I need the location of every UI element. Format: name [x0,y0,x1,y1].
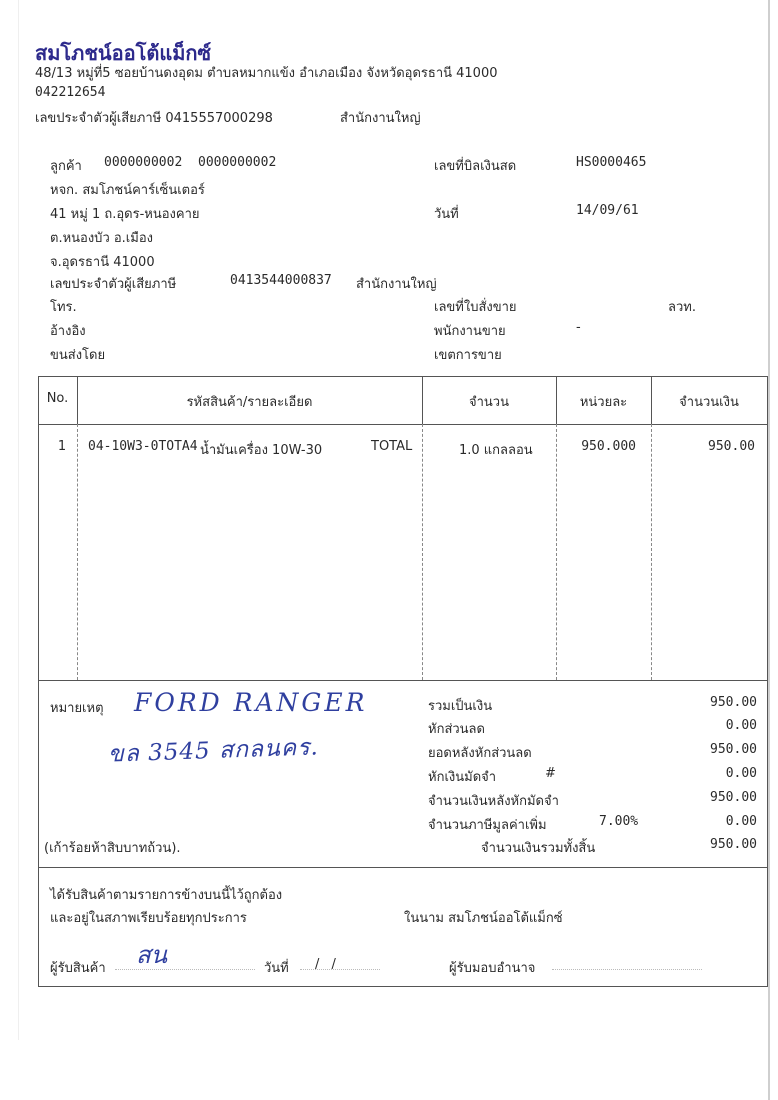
company-address: 48/13 หมู่ที่5 ซอยบ้านดงอุดม ตำบลหมากแข้ง อำเภอเมือง จังหวัดอุดรธานี 41000 [35,66,498,81]
authorized-signature-line [552,969,702,970]
bill-number: HS0000465 [576,155,647,170]
header-description: รหัสสินค้า/รายละเอียด [186,395,313,410]
grand-total-label: จำนวนเงินรวมทั้งสิ้น [481,841,596,856]
receive-date-blank: / / [315,957,340,972]
company-tax-id: เลขประจำตัวผู้เสียภาษี 0415557000298 [35,111,273,126]
customer-address-1: 41 หมู่ 1 ถ.อุดร-หนองคาย [50,207,200,222]
remarks-plate: ขล 3545 สกลนคร. [107,734,320,768]
sales-order-label: เลขที่ใบสั่งขาย [434,300,517,315]
remarks-label: หมายเหตุ [50,701,104,716]
phone-label: โทร. [50,300,77,315]
company-branch: สำนักงานใหญ่ [340,111,421,126]
row-amount: 950.00 [708,439,755,454]
deposit-value: 0.00 [725,766,757,781]
remarks-vehicle: FORD RANGER [134,688,368,717]
receipt-condition: และอยู่ในสภาพเรียบร้อยทุกประการ [50,911,247,926]
after-deposit-label: จำนวนเงินหลังหักมัดจำ [428,794,559,809]
customer-tax-number: 0413544000837 [230,273,332,288]
after-discount-value: 950.00 [710,742,757,757]
product-brand: TOTAL [371,439,413,454]
customer-address-3: จ.อุดรธานี 41000 [50,255,155,270]
row-unit-price: 950.000 [581,439,636,454]
customer-code: 0000000002 [104,155,183,170]
product-description: น้ำมันเครื่อง 10W-30 [200,443,323,458]
header-amount: จำนวนเงิน [679,395,739,410]
company-name: สมโภชน์ออโต้แม็กซ์ [35,41,212,65]
after-discount-label: ยอดหลังหักส่วนลด [428,746,532,761]
reference-label: อ้างอิง [50,324,86,339]
customer-address-2: ต.หนองบัว อ.เมือง [50,231,153,246]
authorized-label: ผู้รับมอบอำนาจ [449,961,536,976]
customer-code-2: 0000000002 [198,155,277,170]
product-code: 04-10W3-0TOTA4 [88,439,198,454]
bill-number-label: เลขที่บิลเงินสด [434,159,517,174]
scan-edge [18,0,19,1040]
subtotal-label: รวมเป็นเงิน [428,699,493,714]
vat-value: 0.00 [725,814,757,829]
vat-rate: 7.00% [599,814,639,829]
customer-name: หจก. สมโภชน์คาร์เซ็นเตอร์ [50,183,205,198]
vat-label: จำนวนภาษีมูลค่าเพิ่ม [428,818,547,833]
subtotal-value: 950.00 [710,695,757,710]
receiver-label: ผู้รับสินค้า [50,961,106,976]
date-line [300,969,380,970]
company-phone: 042212654 [35,85,106,100]
customer-branch: สำนักงานใหญ่ [356,277,437,292]
invoice-date: 14/09/61 [576,203,639,218]
amount-in-words: (เก้าร้อยห้าสิบบาทถ้วน). [44,841,181,856]
grand-total-value: 950.00 [710,837,757,852]
salesperson-value: - [576,320,581,335]
sales-order-value: ลวท. [668,300,696,315]
on-behalf-of: ในนาม สมโภชน์ออโต้แม็กซ์ [404,911,563,926]
receipt-confirmation: ได้รับสินค้าตามรายการข้างบนนี้ไว้ถูกต้อง [50,888,283,903]
deposit-mark: # [545,766,556,781]
header-unit-price: หน่วยละ [579,395,628,410]
shipping-label: ขนส่งโดย [50,348,106,363]
salesperson-label: พนักงานขาย [434,324,506,339]
customer-label: ลูกค้า [50,159,82,174]
deposit-label: หักเงินมัดจำ [428,770,497,785]
header-quantity: จำนวน [469,395,509,410]
sales-area-label: เขตการขาย [434,348,502,363]
customer-tax-label: เลขประจำตัวผู้เสียภาษี [50,277,177,292]
row-number: 1 [57,439,67,454]
date-label: วันที่ [434,207,459,222]
header-no: No. [46,391,69,406]
discount-value: 0.00 [725,718,757,733]
discount-label: หักส่วนลด [428,722,485,737]
receiver-signature: สน [136,941,168,969]
scan-edge [768,0,770,1100]
receive-date-label: วันที่ [264,961,289,976]
after-deposit-value: 950.00 [710,790,757,805]
row-quantity: 1.0 แกลลอน [459,443,533,458]
